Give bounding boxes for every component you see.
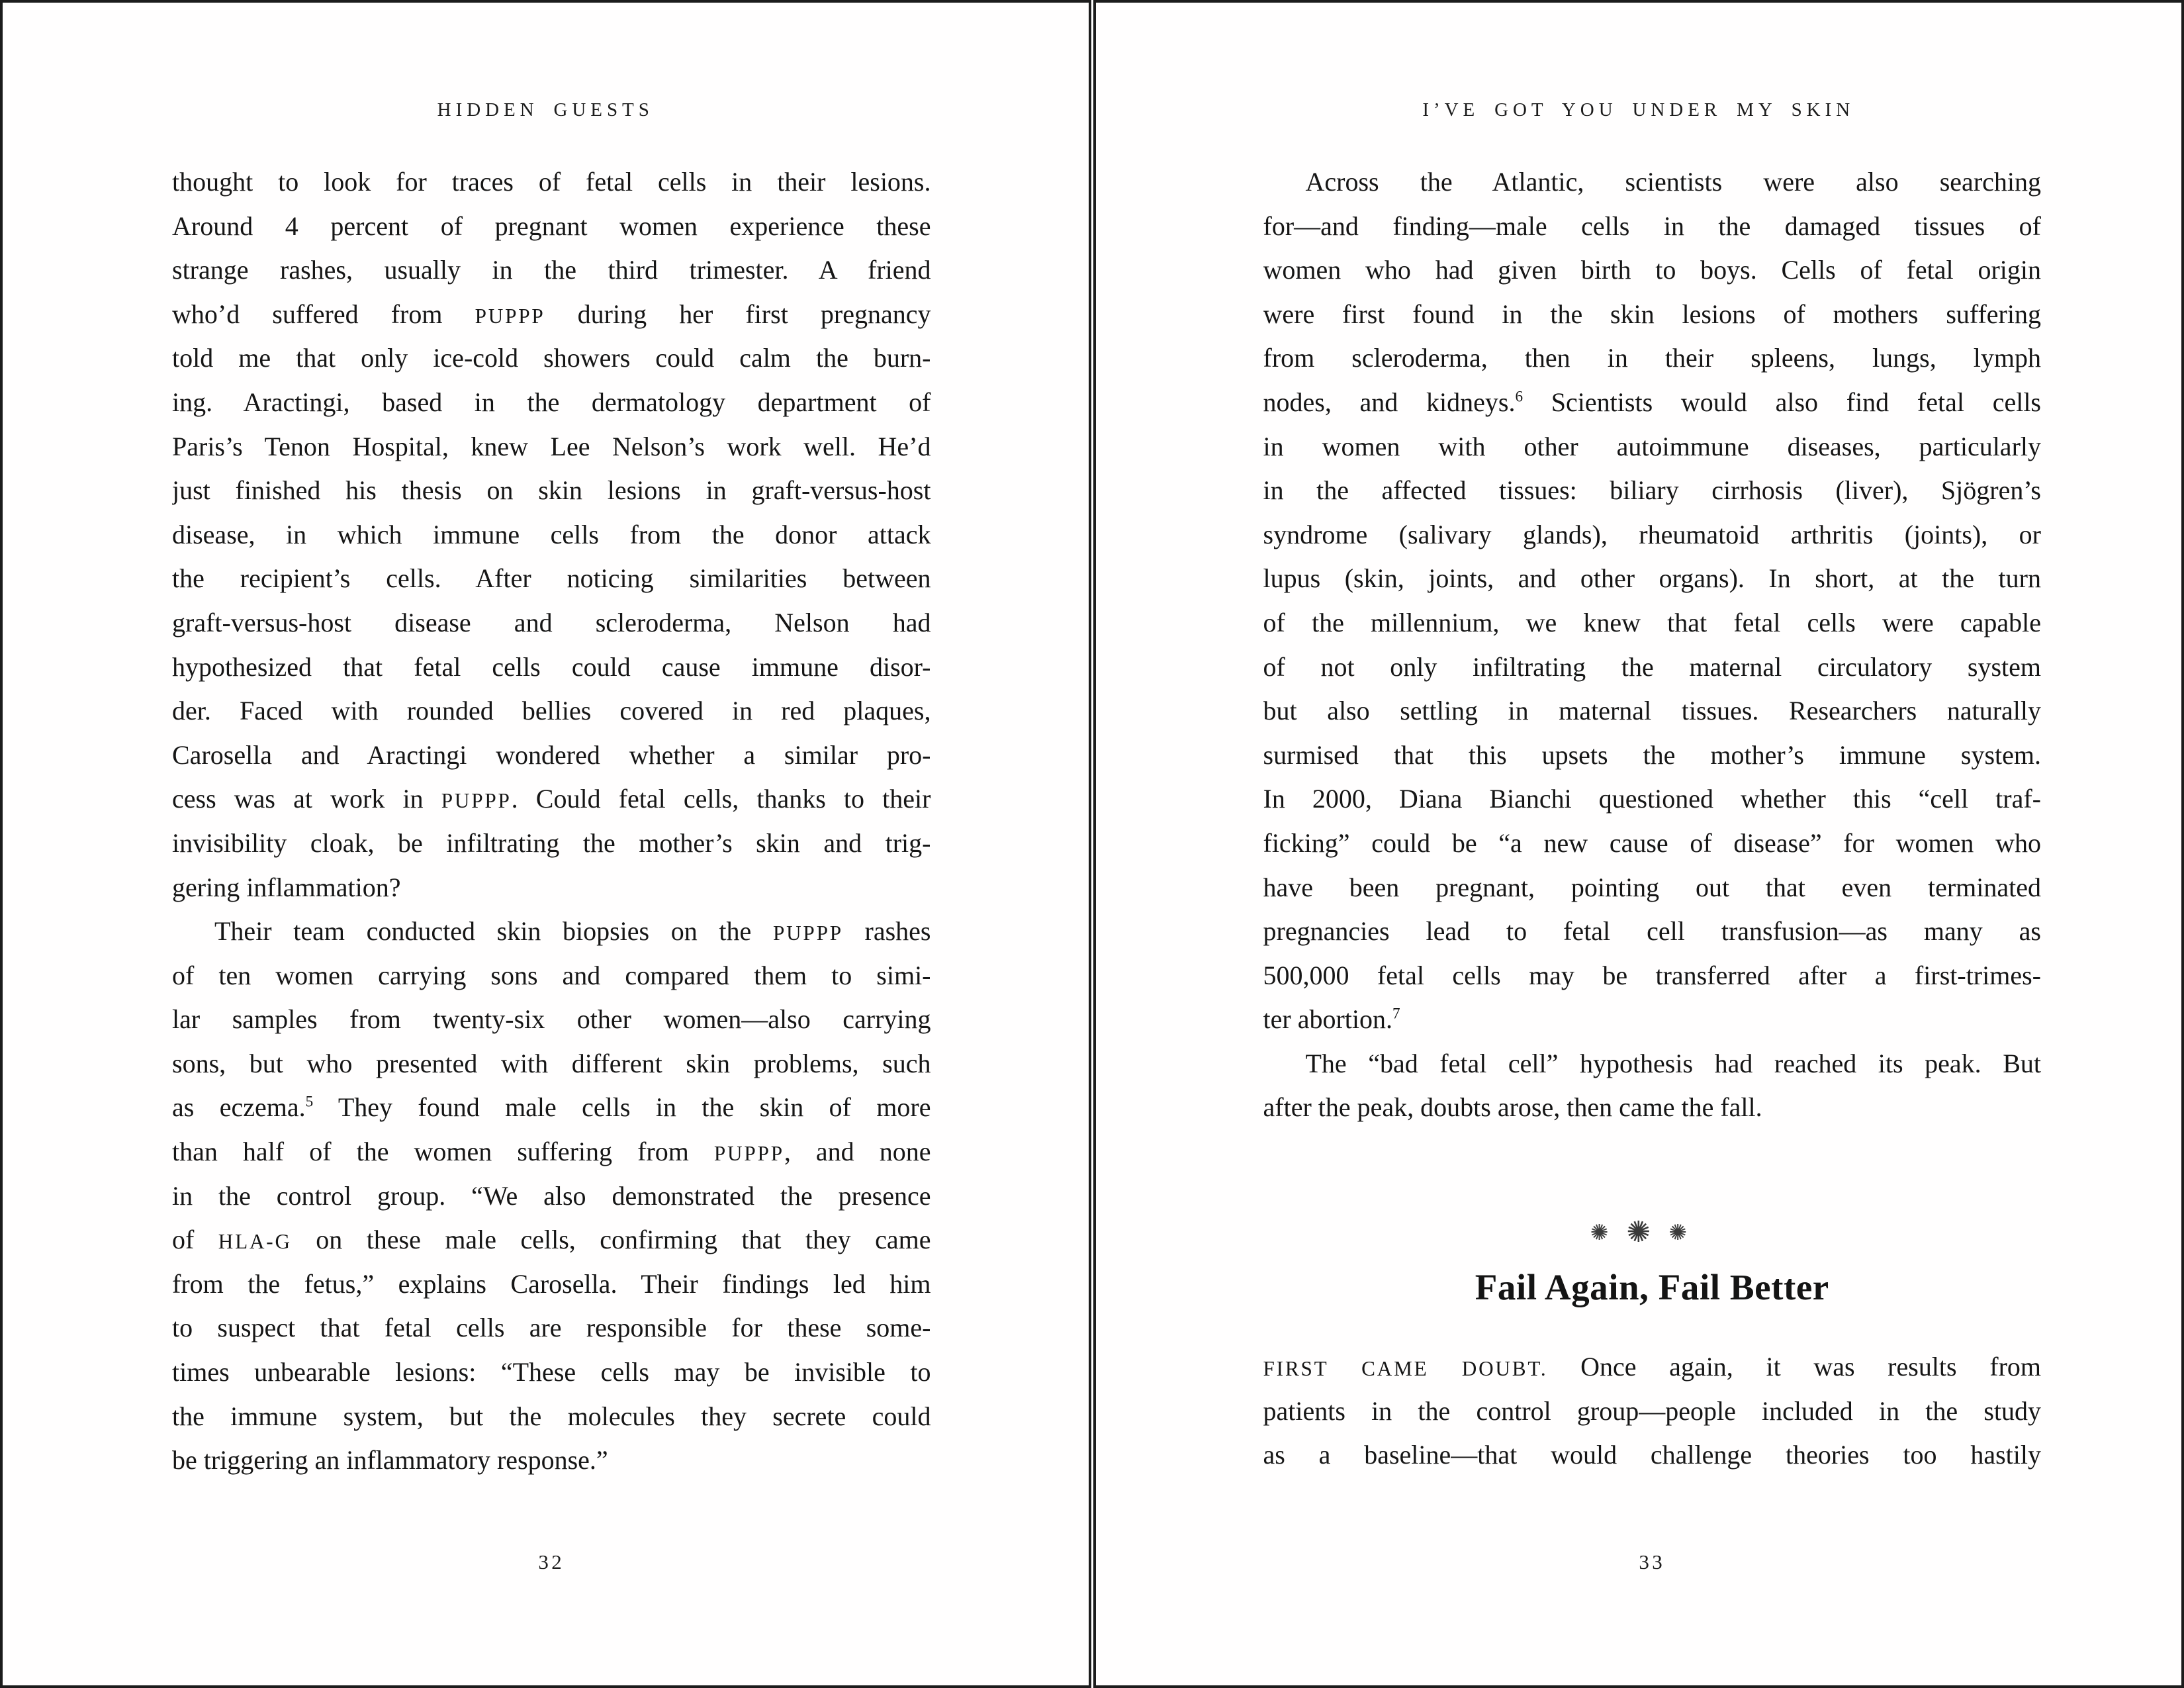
section-heading: Fail Again, Fail Better: [1475, 1267, 1829, 1308]
text-line: of ten women carrying sons and compared them to simi-: [172, 960, 931, 990]
text-line: women who had given birth to boys. Cells of fetal origin: [1263, 255, 2041, 285]
text-line: told me that only ice-cold showers could calm the burn-: [172, 343, 931, 373]
paragraph: [1263, 1345, 2042, 1477]
text-line: FIRST CAME DOUBT. Once again, it was results from: [1263, 1352, 2041, 1382]
text-line: syndrome (salivary glands), rheumatoid arthritis (joints), or: [1263, 519, 2041, 549]
text-line: ter abortion.$^7$: [1263, 1004, 1400, 1035]
text-line: lar samples from twenty-six other women—also carrying: [172, 1004, 931, 1035]
text-line: hypothesized that fetal cells could cause immune disor-: [172, 651, 931, 682]
text-line: in the control group. “We also demonstrated the presence: [172, 1180, 931, 1211]
text-line: 500,000 fetal cells may be transferred after a first-trimes-: [1263, 960, 2041, 990]
small-caps-term: PUPPP: [441, 789, 512, 813]
text-line: as eczema.$^5$ They found male cells in the skin of more: [172, 1092, 931, 1123]
text-line: than half of the women suffering from PUPPP, and none: [172, 1137, 931, 1167]
sunburst-icon: ✺: [1626, 1215, 1651, 1249]
paragraph: [172, 160, 931, 910]
footnote-reference: 7: [1392, 1005, 1400, 1023]
section-break-ornament: [1096, 1208, 2182, 1256]
text-line: sons, but who presented with different skin problems, such: [172, 1048, 931, 1078]
text-line: have been pregnant, pointing out that even terminated: [1263, 872, 2041, 902]
sunburst-icon: ✺: [1590, 1219, 1609, 1245]
text-line: gering inflammation?: [172, 872, 401, 902]
text-line: were first found in the skin lesions of mothers suffering: [1263, 299, 2041, 329]
text-line: graft-versus-host disease and scleroderma, Nelson had: [172, 607, 931, 637]
sunburst-icon: ✺: [1668, 1219, 1687, 1245]
text-line: patients in the control group—people included in the study: [1263, 1395, 2041, 1426]
page-left: [0, 0, 1091, 1688]
text-line: thought to look for traces of fetal cells in their lesions.: [172, 167, 931, 197]
text-line: from scleroderma, then in their spleens, lungs, lymph: [1263, 343, 2041, 373]
text-line: nodes, and kidneys.$^6$ Scientists would also find fetal cells: [1263, 387, 2041, 417]
paragraph: [1263, 1042, 2042, 1130]
text-line: der. Faced with rounded bellies covered in red plaques,: [172, 696, 931, 726]
running-head-right: I’VE GOT YOU UNDER MY SKIN: [1422, 99, 1855, 120]
text-line: in the affected tissues: biliary cirrhosis (liver), Sjögren’s: [1263, 475, 2041, 506]
page-body-right-after: [1096, 1345, 2182, 1477]
text-line: pregnancies lead to fetal cell transfusion—as many as: [1263, 916, 2041, 947]
text-line: disease, in which immune cells from the donor attack: [172, 519, 931, 549]
text-line: in women with other autoimmune diseases, particularly: [1263, 431, 2041, 461]
page-body-left: [3, 160, 1089, 1483]
footnote-reference: 6: [1515, 388, 1524, 406]
text-line: ficking” could be “a new cause of disease” for women who: [1263, 827, 2041, 858]
text-line: be triggering an inflammatory response.”: [172, 1445, 608, 1476]
small-caps-term: PUPPP: [475, 304, 545, 328]
text-line: after the peak, doubts arose, then came the fall.: [1263, 1092, 1762, 1123]
text-line: the recipient’s cells. After noticing similarities between: [172, 563, 931, 594]
text-line: Across the Atlantic, scientists were also searching: [1305, 167, 2041, 197]
text-line: cess was at work in PUPPP. Could fetal cells, thanks to their: [172, 784, 931, 814]
text-line: times unbearable lesions: “These cells may be invisible to: [172, 1357, 931, 1387]
text-line: the immune system, but the molecules they secrete could: [172, 1401, 931, 1431]
page-number-right: 33: [1639, 1550, 1666, 1573]
text-line: In 2000, Diana Bianchi questioned whether this “cell traf-: [1263, 784, 2041, 814]
text-line: for—and finding—male cells in the damaged tissues of: [1263, 211, 2041, 241]
text-line: as a baseline—that would challenge theories too hastily: [1263, 1440, 2041, 1470]
text-line: from the fetus,” explains Carosella. Their findings led him: [172, 1268, 931, 1299]
paragraph: [172, 910, 931, 1483]
text-line: who’d suffered from PUPPP during her first pregnancy: [172, 299, 931, 329]
running-head-left: HIDDEN GUESTS: [437, 99, 654, 120]
text-line: of the millennium, we knew that fetal cells were capable: [1263, 607, 2041, 637]
text-line: just finished his thesis on skin lesions in graft-versus-host: [172, 475, 931, 506]
text-line: ing. Aractingi, based in the dermatology department of: [172, 387, 931, 417]
small-caps-term: PUPPP: [772, 921, 843, 945]
text-line: Their team conducted skin biopsies on the PUPPP rashes: [214, 916, 931, 947]
text-line: lupus (skin, joints, and other organs). In short, at the turn: [1263, 563, 2041, 594]
text-line: of HLA-G on these male cells, confirming that they came: [172, 1225, 931, 1255]
text-line: to suspect that fetal cells are responsible for these some-: [172, 1313, 931, 1343]
text-line: Carosella and Aractingi wondered whether a similar pro-: [172, 739, 931, 770]
small-caps-term: PUPPP: [713, 1142, 784, 1166]
paragraph: [1263, 160, 2042, 1042]
text-line: Paris’s Tenon Hospital, knew Lee Nelson’s work well. He’d: [172, 431, 931, 461]
text-line: The “bad fetal cell” hypothesis had reached its peak. But: [1305, 1048, 2041, 1078]
footnote-reference: 5: [305, 1094, 314, 1111]
small-caps-term: FIRST CAME DOUBT.: [1263, 1357, 1548, 1381]
text-line: Around 4 percent of pregnant women experience these: [172, 211, 931, 241]
text-line: strange rashes, usually in the third trimester. A friend: [172, 255, 931, 285]
text-line: invisibility cloak, be infiltrating the mother’s skin and trig-: [172, 827, 931, 858]
text-line: but also settling in maternal tissues. Researchers naturally: [1263, 696, 2041, 726]
small-caps-term: HLA-G: [218, 1230, 292, 1254]
page-number-left: 32: [538, 1550, 565, 1573]
page-right: [1093, 0, 2184, 1688]
text-line: of not only infiltrating the maternal circulatory system: [1263, 651, 2041, 682]
text-line: surmised that this upsets the mother’s immune system.: [1263, 739, 2041, 770]
page-body-right: [1096, 160, 2182, 1130]
